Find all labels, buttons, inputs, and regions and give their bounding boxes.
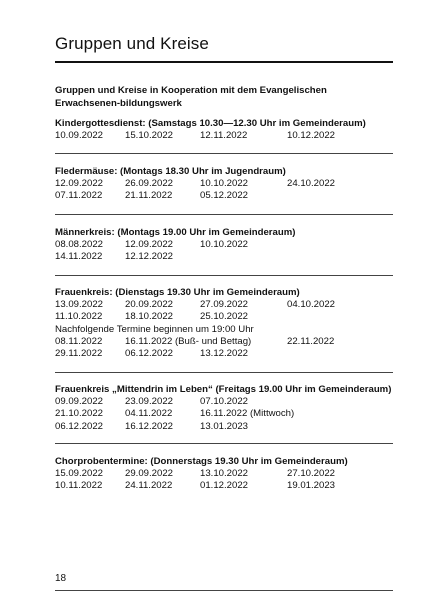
section-heading: Kindergottesdienst: (Samstags 10.30—12.30 Uhr im Gemeinderaum)	[55, 118, 366, 129]
section-divider	[55, 443, 393, 444]
date-cell: 10.10.2022	[200, 239, 249, 251]
date-cell: 07.10.2022	[200, 396, 249, 408]
date-cell: 18.10.2022	[125, 311, 174, 323]
date-row	[55, 190, 393, 202]
date-cell: 08.08.2022	[55, 239, 104, 251]
date-row	[55, 468, 393, 480]
section-heading: Frauenkreis „Mittendrin im Leben“ (Freitags 19.00 Uhr im Gemeinderaum)	[55, 384, 392, 395]
date-cell: 16.11.2022 (Mittwoch)	[200, 408, 295, 420]
date-cell: 10.10.2022	[200, 178, 249, 190]
date-cell: 16.11.2022 (Buß- und Bettag)	[125, 335, 252, 347]
date-cell: 08.11.2022	[55, 335, 103, 347]
page-number: 18	[55, 573, 67, 584]
date-cell: 22.11.2022	[287, 335, 335, 347]
date-cell: 07.11.2022	[55, 190, 103, 202]
date-row	[55, 480, 393, 492]
date-cell: 12.09.2022	[125, 239, 174, 251]
section-heading: Fledermäuse: (Montags 18.30 Uhr im Jugendraum)	[55, 166, 286, 177]
date-cell: 21.10.2022	[55, 408, 104, 420]
date-cell: 29.09.2022	[125, 468, 174, 480]
date-cell: 12.09.2022	[55, 178, 104, 190]
date-row	[55, 421, 393, 433]
date-cell: 13.12.2022	[200, 347, 249, 359]
date-row	[55, 130, 393, 142]
date-cell: 13.01.2023	[200, 420, 249, 432]
date-cell: 13.10.2022	[200, 468, 249, 480]
date-cell: 26.09.2022	[125, 178, 174, 190]
date-cell: 21.11.2022	[125, 190, 173, 202]
section-note: Nachfolgende Termine beginnen um 19:00 Uhr	[55, 323, 254, 335]
date-cell: 16.12.2022	[125, 420, 174, 432]
date-cell: 29.11.2022	[55, 347, 103, 359]
date-cell: 10.11.2022	[55, 480, 103, 492]
date-cell: 25.10.2022	[200, 311, 249, 323]
section-heading: Frauenkreis: (Dienstags 19.30 Uhr im Gemeinderaum)	[55, 287, 300, 298]
section-divider	[55, 214, 393, 215]
section-divider	[55, 275, 393, 276]
section-heading: Männerkreis: (Montags 19.00 Uhr im Gemeinderaum)	[55, 227, 296, 238]
page-title: Gruppen und Kreise	[55, 34, 209, 53]
date-cell: 23.09.2022	[125, 396, 174, 408]
date-cell: 19.01.2023	[287, 480, 336, 492]
date-row	[55, 348, 393, 360]
section-chorproben	[55, 456, 393, 493]
date-cell: 11.10.2022	[55, 311, 103, 323]
date-row	[55, 311, 393, 323]
section-frauenkreis-mittendrin	[55, 384, 393, 433]
date-cell: 14.11.2022	[55, 251, 103, 263]
date-row	[55, 408, 393, 420]
section-frauenkreis	[55, 287, 393, 360]
date-cell: 10.12.2022	[287, 130, 336, 142]
date-cell: 24.10.2022	[287, 178, 336, 190]
date-cell: 10.09.2022	[55, 130, 104, 142]
intro-text: Gruppen und Kreise in Kooperation mit dem Evangelischen Erwachsenen-bildungswerk	[55, 85, 327, 109]
section-divider	[55, 153, 393, 154]
date-cell: 27.09.2022	[200, 299, 249, 311]
date-cell: 20.09.2022	[125, 299, 174, 311]
date-cell: 27.10.2022	[287, 468, 336, 480]
date-cell: 13.09.2022	[55, 299, 104, 311]
date-cell: 15.09.2022	[55, 468, 104, 480]
date-cell: 05.12.2022	[200, 190, 249, 202]
date-row	[55, 178, 393, 190]
section-kindergottesdienst	[55, 118, 393, 142]
date-cell: 06.12.2022	[55, 420, 104, 432]
date-row	[55, 299, 393, 311]
date-row	[55, 239, 393, 251]
date-cell: 01.12.2022	[200, 480, 249, 492]
date-row	[55, 251, 393, 263]
date-cell: 04.10.2022	[287, 299, 336, 311]
date-cell: 15.10.2022	[125, 130, 174, 142]
section-fledermaeuse	[55, 166, 393, 203]
date-cell: 12.11.2022	[200, 130, 248, 142]
date-cell: 09.09.2022	[55, 396, 104, 408]
section-divider	[55, 372, 393, 373]
date-cell: 24.11.2022	[125, 480, 173, 492]
date-row	[55, 396, 393, 408]
section-maennerkreis	[55, 227, 393, 264]
title-underline	[55, 61, 393, 63]
date-cell: 06.12.2022	[125, 347, 174, 359]
date-row	[55, 336, 393, 348]
section-heading: Chorprobentermine: (Donnerstags 19.30 Uhr im Gemeinderaum)	[55, 456, 348, 467]
date-cell: 12.12.2022	[125, 251, 174, 263]
date-cell: 04.11.2022	[125, 408, 173, 420]
footer-rule	[55, 590, 393, 591]
